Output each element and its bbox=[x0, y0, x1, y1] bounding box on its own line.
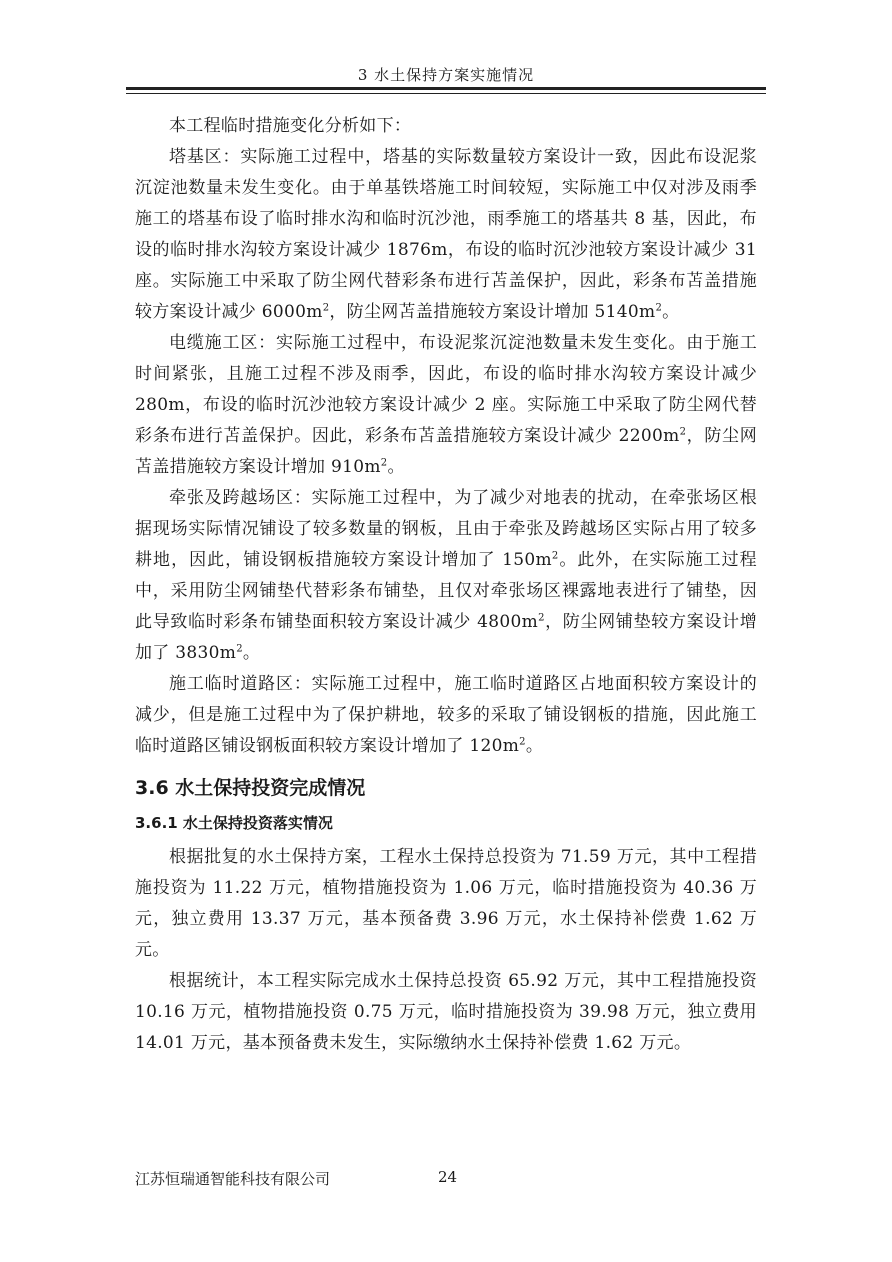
page-body bbox=[135, 111, 757, 1059]
header-rule-thick bbox=[126, 87, 766, 90]
section-heading: 3.6 水土保持投资完成情况 bbox=[135, 777, 366, 799]
running-header: 3 水土保持方案实施情况 bbox=[357, 66, 535, 84]
paragraph-tower-area: 塔基区：实际施工过程中，塔基的实际数量较方案设计一致，因此布设泥浆沉淀池数量未发生变化。由于单基铁塔施工时间较短，实际施工中仅对涉及雨季施工的塔基布设了临时排水沟和临时沉沙池，雨季施工的塔基共 8 基，因此，布设的临时排水沟较方案设计减少 1876m，布设的临时沉沙池较方案设计减少 31 座。实际施工中采取了防尘网代替彩条布进行苫盖保护，因此，彩条布苫盖措施较方案设计减少 $6000m^2$，防尘网苫盖措施较方案设计增加 $5140m^2$。 bbox=[135, 147, 757, 322]
paragraph-cable-area: 电缆施工区：实际施工过程中，布设泥浆沉淀池数量未发生变化。由于施工时间紧张，且施工过程不涉及雨季，因此，布设的临时排水沟较方案设计减少 280m，布设的临时沉沙池较方案设计减少 2 座。实际施工中采取了防尘网代替彩条布进行苫盖保护。因此，彩条布苫盖措施较方案设计减少 $2200m^2$，防尘网苫盖措施较方案设计增加 $910m^2$。 bbox=[135, 333, 758, 477]
paragraph-investment-plan: 根据批复的水土保持方案，工程水土保持总投资为 71.59 万元，其中工程措施投资为 11.22 万元，植物措施投资为 1.06 万元，临时措施投资为 40.36 万元，独立费用 13.37 万元，基本预备费 3.96 万元，水土保持补偿费 1.62 万元。 bbox=[135, 847, 757, 960]
paragraph-tension-area: 牵张及跨越场区：实际施工过程中，为了减少对地表的扰动，在牵张场区根据现场实际情况铺设了较多数量的钢板，且由于牵张及跨越场区实际占用了较多耕地，因此，铺设钢板措施较方案设计增加了 $150m^2$。此外，在实际施工过程中，采用防尘网铺垫代替彩条布铺垫，且仅对牵张场区裸露地表进行了铺垫，因此导致临时彩条布铺垫面积较方案设计减少 $4800m^2$，防尘网铺垫较方案设计增加了 $3830m^2$。 bbox=[135, 488, 757, 663]
header-rule-thin bbox=[126, 93, 766, 94]
paragraph-intro: 本工程临时措施变化分析如下： bbox=[169, 116, 412, 136]
paragraph-investment-actual: 根据统计，本工程实际完成水土保持总投资 65.92 万元，其中工程措施投资 10.16 万元，植物措施投资 0.75 万元，临时措施投资为 39.98 万元，独立费用 14.01 万元，基本预备费未发生，实际缴纳水土保持补偿费 1.62 万元。 bbox=[135, 971, 757, 1053]
footer-company: 江苏恒瑞通智能科技有限公司 bbox=[135, 1170, 331, 1188]
paragraph-road-area: 施工临时道路区：实际施工过程中，施工临时道路区占地面积较方案设计的减少，但是施工过程中为了保护耕地，较多的采取了铺设钢板的措施，因此施工临时道路区铺设钢板面积较方案设计增加了 $120m^2$。 bbox=[135, 674, 757, 756]
page-number: 24 bbox=[438, 1168, 458, 1186]
subsection-heading: 3.6.1 水土保持投资落实情况 bbox=[135, 814, 333, 832]
